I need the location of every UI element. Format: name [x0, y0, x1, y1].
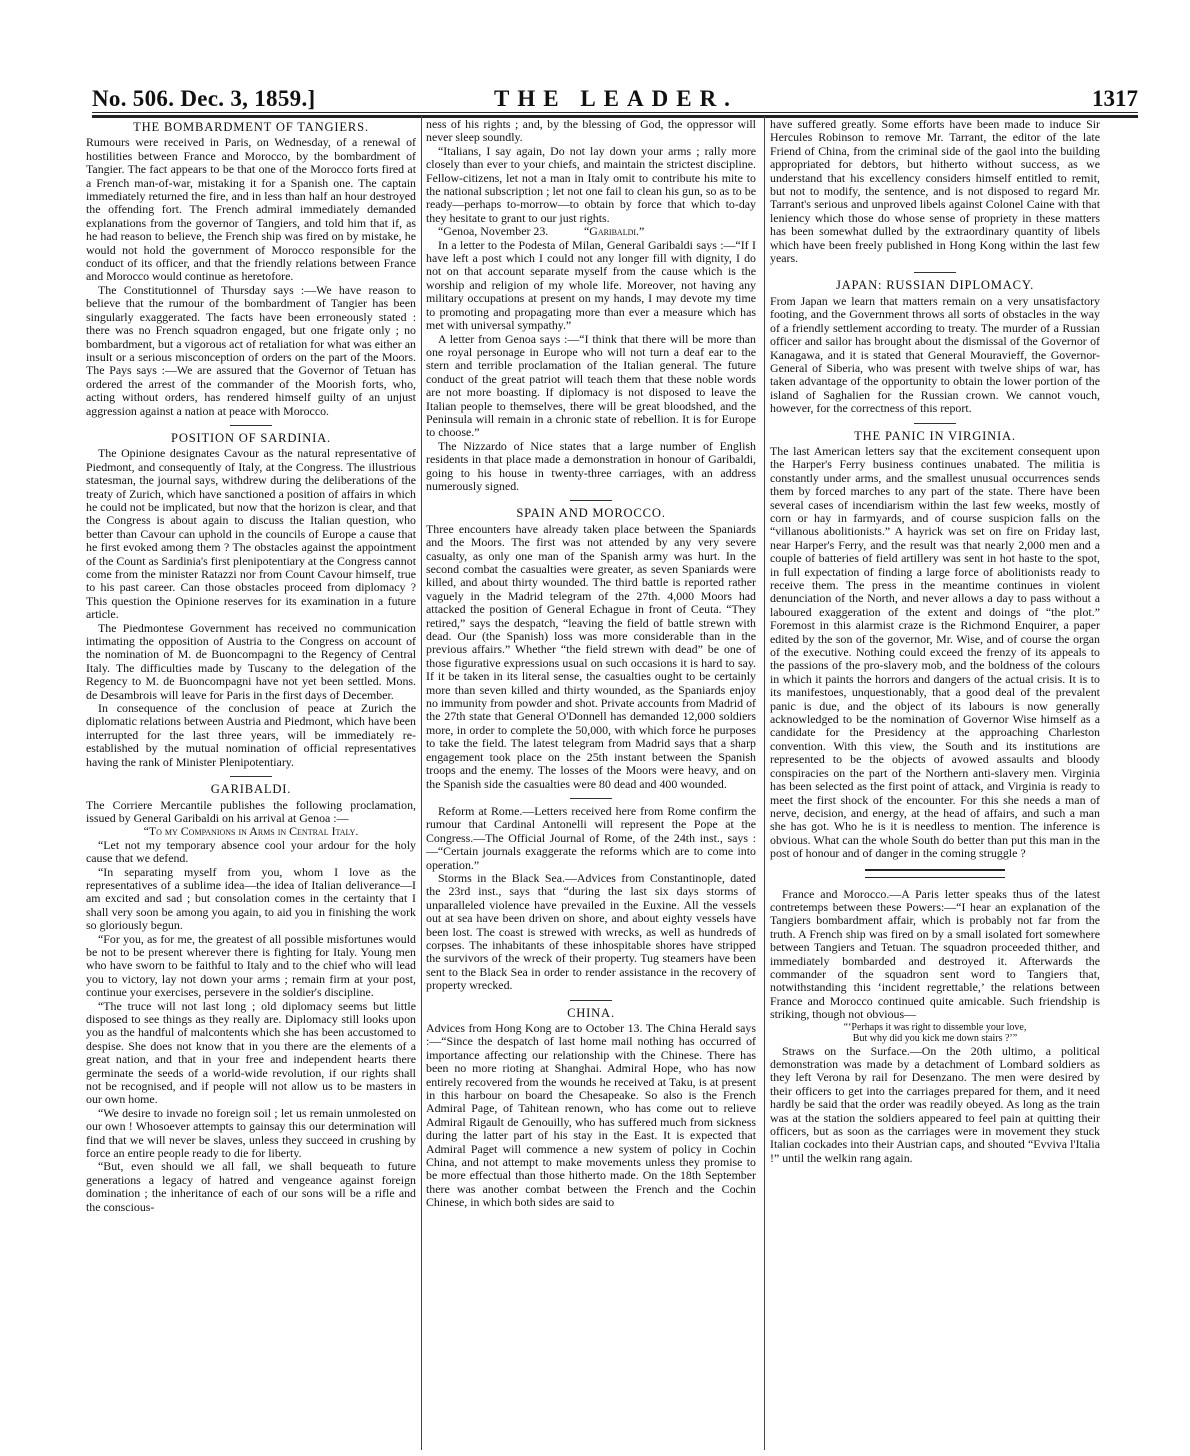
- newspaper-title: THE LEADER.: [494, 86, 738, 111]
- garibaldi-dateline-row: [426, 225, 756, 238]
- straws-paragraph: Straws on the Surface.—On the 20th ultimo, a political demonstration was made by a detachment of Lombard soldiers as they left Verona by rail for Desenzano. The men were desired by their officers to get into the carriages prepared for them, and it need hardly be said that the order was readily obeyed. As long as the train was at the station the soldiers appeared to feel pain at quitting their officers, but as soon as the carriages were in movement they stuck Italian cockades into their Austrian caps, and shouted “Evviva l'Italia !” until the welkin rang again.: [770, 1043, 1100, 1165]
- garibaldi-paragraph: “Let not my temporary absence cool your ardour for the holy cause that we defend.: [86, 837, 416, 866]
- column-3: [770, 118, 1100, 1448]
- france-morocco-paragraph: France and Morocco.—A Paris letter speaks thus of the latest contretemps between these Powers:—“I hear an explanation of the Tangiers bombardment affair, which is probably not far from the truth. A French ship was fired on by a small isolated fort somewhere between Tangiers and Tetuan. The squadron proceeded thither, and immediately bombarded and destroyed it. Afterwards the commander of the squadron sent word to Tangiers that, notwithstanding this ‘incident regrettable,’ the relations between France and Morocco continued quite amicable. Such friendship is striking, though not obvious—: [770, 886, 1100, 1022]
- garibaldi-paragraph: “We desire to invade no foreign soil ; let us remain unmolested on our own ! Whosoever attempts to gainsay this our determination will find that we will never be slaves, unless they succeed in crushing by force an entire people ready to die for liberty.: [86, 1105, 416, 1161]
- section-separator: [230, 425, 272, 426]
- header-rule-top: [92, 112, 1138, 113]
- garibaldi-address-line: “To my Companions in Arms in Central Italy.: [143, 824, 359, 839]
- garibaldi-paragraph: “In separating myself from you, whom I love as the representatives of a sublime idea—the idea of Italian deliverance—I am excited and sad ; but consolation comes in the certainty that I shall very soon be among you again, to aid you in finishing the work so gloriously begun.: [86, 864, 416, 933]
- masthead: [92, 86, 1138, 114]
- page-number: 1317: [1092, 86, 1138, 111]
- garibaldi-dateline: “Genoa, November 23.: [438, 224, 549, 239]
- china-heading: CHINA.: [567, 1005, 615, 1020]
- sardinia-paragraph: The Piedmontese Government has received no communication intimating the opposition of Austria to the Congress on account of the nomination of M. de Buoncompagni to the Regency of Central Italy. The difficulties made by Tuscany to the delegation of the Regency to M. de Buoncompagni have not yet been settled. Mons. de Desambrois will leave for Paris in the first days of December.: [86, 620, 416, 702]
- issue-date: Dec. 3, 1859.]: [180, 86, 316, 111]
- sardinia-paragraph: The Opinione designates Cavour as the natural representative of Piedmont, and consequently of Italy, at the Congress. The illustrious statesman, the journal says, withdrew during the deliberations of the treaty of Zurich, which have sanctioned a position of affairs in which he could not be implicated, but now that the horizon is clear, and that the Congress is about again to discuss the Italian question, who better than Cavour can uphold in the councils of Europe a cause that he first evoked among them ? The obstacles against the appointment of the Count as Sardinia's first plenipotentiary at the Congress cannot come from the minister Ratazzi nor from Count Cavour himself, true to his past career. Can those obstacles proceed from diplomacy ? This question the Opinione reserves for its examination in a future article.: [86, 446, 416, 622]
- virginia-paragraph: The last American letters say that the excitement consequent upon the Harper's Ferry business continues unabated. The militia is constantly under arms, and the smallest unusual occurrences sends them by forced marches to any part of the state. There have been several cases of incendiarism within the last few weeks, mostly of corn or hay in farmyards, and of course suspicion falls on the “villanous abolitionists.” A hayrick was set on fire on Friday last, near Harper's Ferry, and the result was that nearly 2,000 men and a couple of batteries of field artillery was sent in hot haste to the spot, in full expectation of finding a large force of abolitionists ready to receive them. The press in the meantime continues in violent denunciation of the North, and never allows a day to pass without a laboured exaggeration of the extent and doings of “the plot.” Foremost in this alarmist craze is the Richmond Enquirer, a paper edited by the son of the governor, Mr. Wise, and of course the organ of the executive. Nothing could exceed the frenzy of its appeals to the passions of the pro-slavery mob, and the boldness of the colours in which it paints the horrors and dangers of the actual crisis. It is to its manifestoes, unquestionably, that a good deal of the prevalent panic is due, and the object of its labours is now generally acknowledged to be the nomination of Governor Wise himself as a candidate for the Presidency at the approaching Charleston convention. With this view, the South and its institutions are represented to be the objects of avowed assaults and bloody conspiracies on the part of the Northern anti-slavery men. Virginia has been selected as the first point of attack, and Virginia is ready to meet the first shock of the encounter. For this she needs a man of nerve, decision, and energy, at the head of affairs, and such a man she has got. Who he is it is needless to mention. The inference is obvious. What can the whole South do better than put this man in the post of honour and of danger in the coming struggle ?: [770, 443, 1100, 861]
- section-separator: [570, 798, 612, 799]
- section-separator: [570, 500, 612, 501]
- sardinia-paragraph: In consequence of the conclusion of peace at Zurich the diplomatic relations between Austria and Piedmont, which have been interrupted for the last three years, will be immediately re-established by the mutual nomination of official representatives having the rank of Minister Plenipotentiary.: [86, 701, 416, 769]
- garibaldi-signature: “Garibaldi.”: [583, 224, 645, 239]
- double-rule-separator: [865, 869, 1005, 878]
- column-divider-2: [764, 116, 765, 1450]
- garibaldi-paragraph: “Italians, I say again, Do not lay down your arms ; rally more closely than ever to your chiefs, and maintain the strictest discipline. Fellow-citizens, let not a man in Italy omit to contribute his mite to the national subscription ; let not one fail to clean his gun, so as to be ready—perhaps to-morrow—to obtain by force that which to-day they hesitate to grant to our just rights.: [426, 143, 756, 225]
- section-separator: [230, 776, 272, 777]
- garibaldi-paragraph: The Corriere Mercantile publishes the following proclamation, issued by General Garibaldi on his arrival at Genoa :—: [86, 797, 416, 825]
- column-1: [86, 118, 416, 1448]
- garibaldi-paragraph: “The truce will not last long ; old diplomacy seems but little disposed to see things as they really are. Diplomacy still looks upon you as the handful of malcontents which she has been accustomed to despise. She does not know that in you there are the elements of a great nation, and that in your free and independent hearts there germinate the seeds of a world-wide revolution, if our rights shall not be recognised, and if people will not allow us to be masters in our own home.: [86, 998, 416, 1107]
- france-quote-line: But why did you kick me down stairs ?’”: [852, 1033, 1018, 1045]
- tangiers-heading: THE BOMBARDMENT OF TANGIERS.: [133, 120, 369, 134]
- spain-heading: SPAIN AND MOROCCO.: [516, 506, 666, 521]
- china-continued: have suffered greatly. Some efforts have been made to induce Sir Hercules Robinson to remove Mr. Tarrant, the editor of the late Friend of China, from the criminal side of the gaol into the building appropriated for debtors, but hitherto without success, as we understand that his excellency considers himself entitled to remit, but not to modify, the sentence, and is not disposed to regard Mr. Tarrant's serious and unproved libels against Colonel Caine with that leniency which those do whose sense of propriety in these matters has been somewhat dulled by the extraordinary quantity of libels which have been freely published in Hong Kong within the last few years.: [770, 118, 1100, 266]
- garibaldi-paragraph: The Nizzardo of Nice states that a large number of English residents in that place made a demonstration in honour of Garibaldi, going to his house in twenty-three carriages, with an address numerously signed.: [426, 438, 756, 493]
- garibaldi-paragraph: In a letter to the Podesta of Milan, General Garibaldi says :—“If I have left a post which I could not any longer fill with dignity, I do not on that account separate myself from the cause which is the worship and religion of my whole life. Moreover, not having any military occupations at present on my hands, I may devote my time to promoting and propagating more than ever a measure which has met with universal sympathy.”: [426, 237, 756, 333]
- japan-heading: JAPAN: RUSSIAN DIPLOMACY.: [835, 278, 1035, 293]
- column-divider-1: [421, 116, 422, 1450]
- japan-paragraph: From Japan we learn that matters remain on a very unsatisfactory footing, and the Government throws all sorts of obstacles in the way of a friendly settlement according to treaty. The murder of a Russian officer and sailor has brought about the dismissal of the Governor of Kanagawa, and it is stated that General Mouravieff, the Governor-General of Siberia, who was present with twelve ships of war, has taken advantage of the opportunity to obtain the lower portion of the island of Saghalien for the Russian crown. We cannot vouch, however, for the correctness of this report.: [770, 293, 1100, 416]
- garibaldi-continued: ness of his rights ; and, by the blessing of God, the oppressor will never sleep soundly.: [426, 118, 756, 145]
- issue-and-date: [92, 86, 315, 112]
- section-separator: [914, 423, 956, 424]
- garibaldi-paragraph: “But, even should we all fall, we shall bequeath to future generations a legacy of hatred and vengeance against foreign domination ; the inheritance of each of our sons will be a rifle and the conscious-: [86, 1159, 416, 1214]
- tangiers-paragraph: The Constitutionnel of Thursday says :—We have reason to believe that the rumour of the bombardment of Tangier has been singularly exaggerated. The facts have been erroneously stated : there was no French squadron engaged, but one frigate only ; no bombardment, but a vigorous act of retaliation for what was either an insult or a serious misconception of orders on the part of the Moors. The Pays says :—We are assured that the Governor of Tetuan has ordered the arrest of the commander of the Moorish forts, who, acting without orders, has rendered himself guilty of an unjust aggression against a nation at peace with Morocco.: [86, 282, 416, 418]
- virginia-heading: THE PANIC IN VIRGINIA.: [854, 428, 1016, 443]
- garibaldi-paragraph: “For you, as for me, the greatest of all possible misfortunes would be not to be present wherever there is fighting for Italy. Young men who have sworn to be faithful to Italy and to the chief who will lead you to victory, lay not down your arms ; remain firm at your post, continue your exercises, persevere in the soldier's discipline.: [86, 931, 416, 1000]
- section-separator: [570, 1000, 612, 1001]
- spain-paragraph: Three encounters have already taken place between the Spaniards and the Moors. The first was not attended by any very severe casualty, as only one man of the Spanish army was hurt. In the second combat the casualties were greater, as seven Spaniards were killed, and about thirty wounded. The third battle is reported rather vaguely in the Madrid telegram of the 27th. 4,000 Moors had attacked the position of General Echague in front of Ceuta. “They retired,” says the despatch, “leaving the field of battle strewn with dead. Our (the Spanish) loss was more considerable than in the previous affairs.” Whether “the field strewn with dead” be one of those figurative expressions usual on such occasions it is hard to say. If it be taken in its literal sense, the casualties ought to be certainly more than seven killed and thirty wounded, as the Spaniards enjoy no immunity from powder and shot. Private accounts from Madrid of the 27th state that General O'Donnell has demanded 12,000 soldiers more, in order to complete the 50,000, with which force he purposes to take the field. The latest telegram from Madrid says that a sharp engagement took place on the 25th instant between the Spanish troops and the enemy. The losses of the Moors were heavy, and on the Spanish side the casualties were 80 dead and 400 wounded.: [426, 521, 756, 791]
- issue-number: No. 506.: [92, 86, 175, 111]
- france-quote-line: “‘Perhaps it was right to dissemble your love,: [843, 1021, 1027, 1033]
- garibaldi-paragraph: A letter from Genoa says :—“I think that there will be more than one royal personage in Europe who will not turn a deaf ear to the stern and terrible proclamation of the Italian general. The future conduct of the great patriot will teach them that these noble words are not more boasting. If diplomacy is not disposed to leave the Italian people to themselves, there will be great bloodshed, and the Peninsula will remain in a chronic state of rebellion. It is for Europe to choose.”: [426, 331, 756, 440]
- china-paragraph: Advices from Hong Kong are to October 13. The China Herald says :—“Since the despatch of last home mail nothing has occurred of importance affecting our relationship with the Chinese. There has been no more rioting at Shanghai. Admiral Hope, who has now entirely recovered from the wounds he received at Taku, is at present in this harbour on board the Chesapeake. So also is the French Admiral Page, of Tahitean renown, who has come out to relieve Admiral Rigault de Genouilly, who has suffered much from sickness during the latter part of his stay in the East. It is expected that Admiral Paget will commence a new system of policy in Cochin China, and not attempt to make movements unless they promise to be more effectual than those hitherto made. On the 18th September there was another combat between the French and the Cochin Chinese, in which both sides are said to: [426, 1021, 756, 1210]
- reform-paragraph: Reform at Rome.—Letters received here from Rome confirm the rumour that Cardinal Antonelli will represent the Pope at the Congress.—The Official Journal of Rome, of the 24th inst., says :—“Certain journals exaggerate the reforms which are to come into operation.”: [426, 803, 756, 872]
- sardinia-heading: POSITION OF SARDINIA.: [171, 430, 331, 445]
- garibaldi-heading: GARIBALDI.: [210, 782, 292, 797]
- tangiers-paragraph: Rumours were received in Paris, on Wednesday, of a renewal of hostilities between France and Morocco, by the bombardment of Tangier. The fact appears to be that one of the Morocco forts fired at a French man-of-war, mistaking it for a Spanish one. The captain immediately returned the fire, and in less than half an hour destroyed the offending fort. The French admiral immediately demanded explanations from the governor of Tangiers, and told him that if, as he had reason to believe, the French ship was fired on by mistake, he would not hold the government of Morocco responsible for the conduct of its officer, and that the friendly relations between France and Morocco would continue as heretofore.: [86, 135, 416, 284]
- section-separator: [914, 272, 956, 273]
- storms-paragraph: Storms in the Black Sea.—Advices from Constantinople, dated the 23rd inst., says that “during the last six days storms of unparalleled violence have prevailed in the Euxine. All the vessels out at sea have been driven on shore, and about eighty vessels have been lost. The coast is strewed with wrecks, as well as hundreds of corpses. The inhabitants of these inhospitable shores have stripped the survivors of the wreck of their property. Tug steamers have been sent to the Black Sea in order to render assistance in the recovery of property wrecked.: [426, 870, 756, 993]
- column-2: [426, 118, 756, 1448]
